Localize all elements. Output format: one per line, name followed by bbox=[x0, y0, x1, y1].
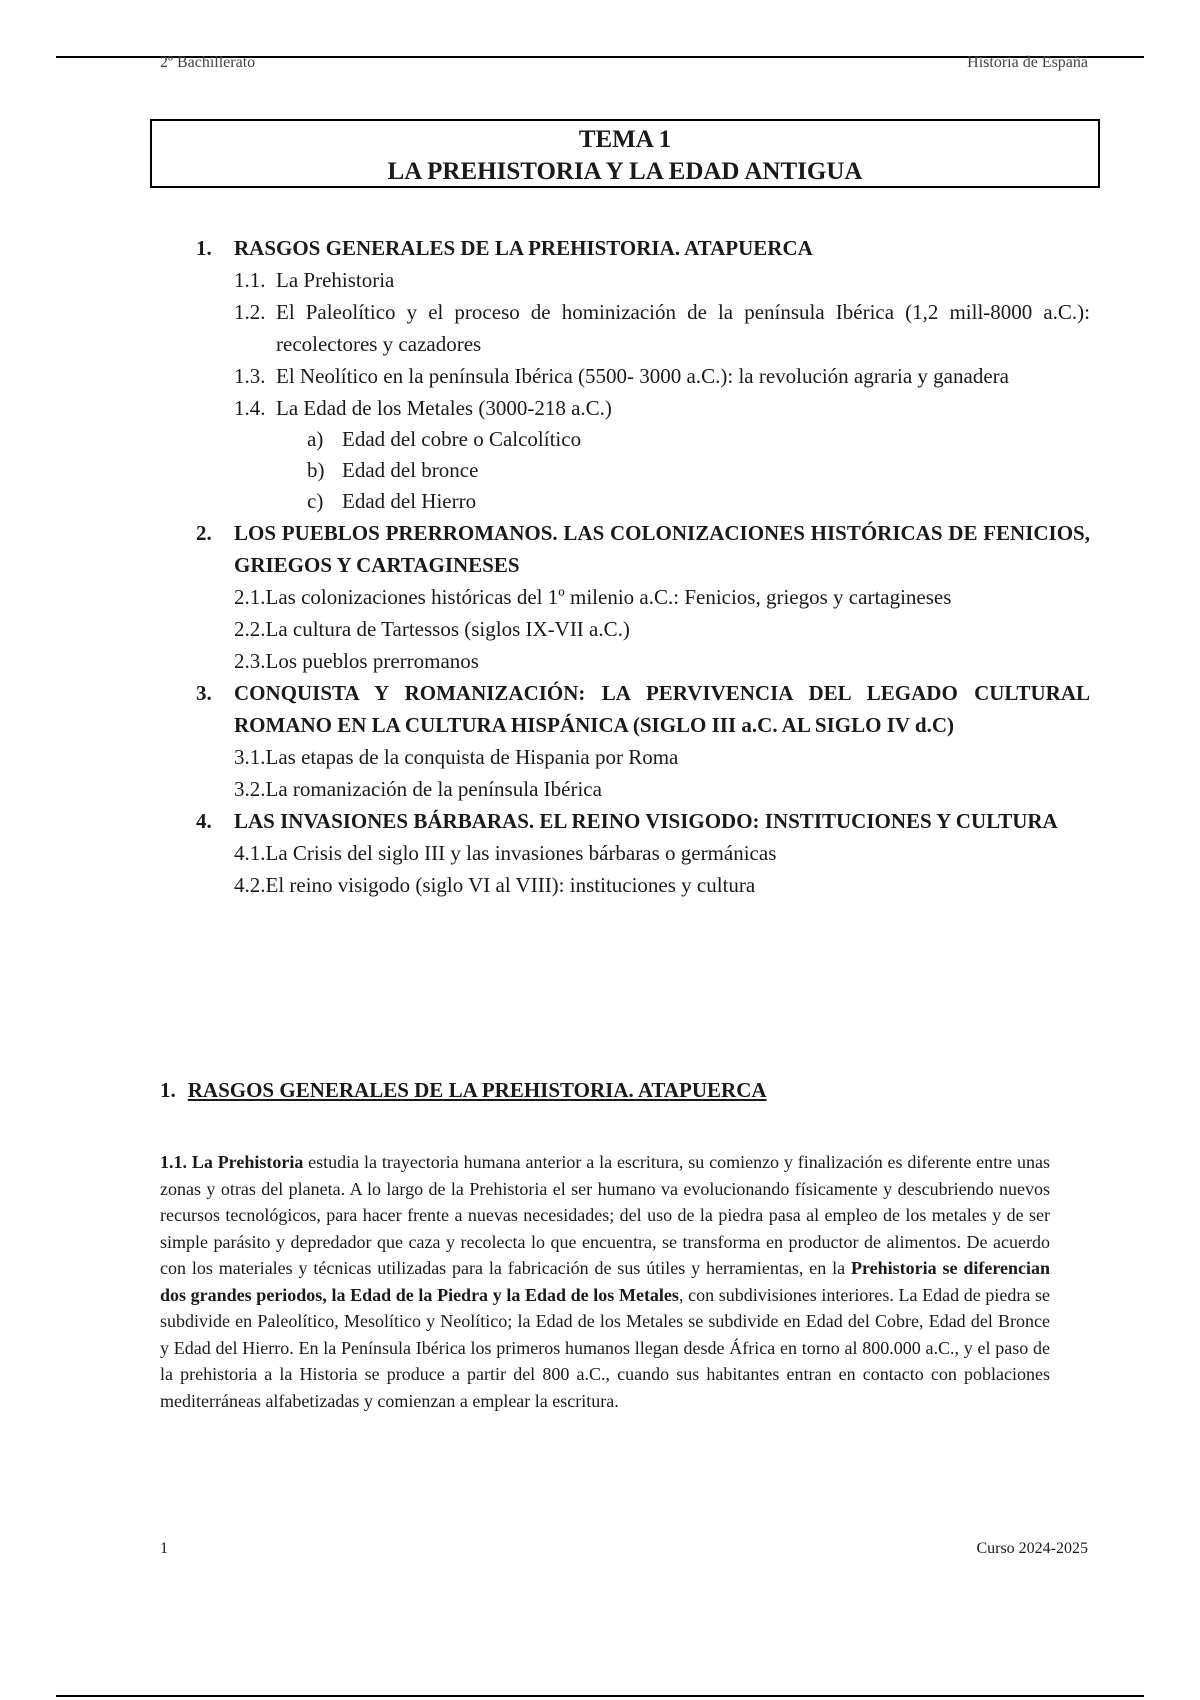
toc-subsection-number: 3.2. bbox=[234, 777, 266, 801]
prehistoria-paragraph bbox=[160, 1149, 1050, 1414]
toc-subsection bbox=[190, 645, 1090, 677]
toc-subsection-title: Las etapas de la conquista de Hispania por Roma bbox=[265, 745, 679, 769]
toc-subsection-number: 1.1. bbox=[234, 268, 266, 292]
paragraph-text: estudia la trayectoria humana anterior a la escritura, su comienzo y finalización es diferente entre unas zonas y otras del planeta. A lo largo de la Prehistoria el ser humano va evolucionando físicamente y descubriendo nuevos recursos tecnológicos, para hacer frente a nuevas necesidades; del uso de la piedra pasa al empleo de los metales y de ser simple parásito y depredador que caza y recolecta lo que encuentra, se transforma en productor de alimentos. De acuerdo con los materiales y técnicas utilizadas para la fabricación de sus útiles y herramientas, en la bbox=[160, 1152, 1050, 1278]
toc-letter: c) bbox=[307, 489, 324, 513]
toc-subsection-title: La Prehistoria bbox=[276, 268, 395, 292]
page-number: 1 bbox=[160, 1540, 168, 1557]
toc-subsection-number: 2.3. bbox=[234, 649, 266, 673]
section-1-heading bbox=[160, 1078, 767, 1103]
toc-subsection bbox=[190, 392, 1090, 424]
toc-subsection bbox=[190, 741, 1090, 773]
header-subject: Historia de España bbox=[967, 54, 1088, 71]
topic-number: TEMA 1 bbox=[578, 126, 672, 153]
toc-section-title: RASGOS GENERALES DE LA PREHISTORIA. ATAPUERCA bbox=[234, 236, 813, 260]
toc-section-title: CONQUISTA Y ROMANIZACIÓN: LA PERVIVENCIA DEL LEGADO CULTURAL ROMANO EN LA CULTURA HISPÁNICA (SIGLO III a.C. AL SIGLO IV d.C) bbox=[234, 681, 1090, 737]
toc-subsection-title: El Neolítico en la península Ibérica (5500- 3000 a.C.): la revolución agraria y ganadera bbox=[276, 364, 1009, 388]
toc-section-1 bbox=[190, 232, 1090, 264]
toc-section-number: 3. bbox=[196, 681, 212, 705]
section-1-number: 1. bbox=[160, 1078, 176, 1102]
toc-subsection bbox=[190, 581, 1090, 613]
toc-subsection-number: 2.2. bbox=[234, 617, 266, 641]
toc-section-number: 1. bbox=[196, 236, 212, 260]
toc-subsection-number: 1.2. bbox=[234, 300, 266, 324]
footer-rule bbox=[56, 1695, 1144, 1697]
toc-subsection-title: La romanización de la península Ibérica bbox=[265, 777, 602, 801]
toc-letter-text: Edad del bronce bbox=[342, 458, 479, 482]
toc-subsection bbox=[190, 264, 1090, 296]
toc-section-4 bbox=[190, 805, 1090, 837]
toc-subsection-number: 2.1. bbox=[234, 585, 266, 609]
toc-section-title: LAS INVASIONES BÁRBARAS. EL REINO VISIGODO: INSTITUCIONES Y CULTURA bbox=[234, 809, 1058, 833]
toc-letter-item bbox=[190, 455, 1090, 486]
toc-section-number: 2. bbox=[196, 521, 212, 545]
toc-subsection-title: El Paleolítico y el proceso de hominización de la península Ibérica (1,2 mill-8000 a.C.): recolectores y cazadores bbox=[276, 300, 1090, 356]
paragraph-emphasis: Prehistoria se diferencian dos grandes periodos, la Edad de la Piedra y la Edad de los Metales bbox=[160, 1258, 1051, 1305]
toc-subsection-number: 4.1. bbox=[234, 841, 266, 865]
toc-subsection-title: El reino visigodo (siglo VI al VIII): instituciones y cultura bbox=[265, 873, 756, 897]
toc-letter-text: Edad del Hierro bbox=[342, 489, 477, 513]
header-course-level: 2º Bachillerato bbox=[160, 54, 256, 71]
toc-subsection-number: 1.3. bbox=[234, 364, 266, 388]
toc-subsection bbox=[190, 869, 1090, 901]
paragraph-lead: 1.1. La Prehistoria bbox=[160, 1152, 304, 1172]
section-1-title: RASGOS GENERALES DE LA PREHISTORIA. ATAPUERCA bbox=[187, 1078, 767, 1102]
toc-section-3 bbox=[190, 677, 1090, 741]
toc-subsection-title: La cultura de Tartessos (siglos IX-VII a.C.) bbox=[265, 617, 630, 641]
toc-subsection-title: La Edad de los Metales (3000-218 a.C.) bbox=[276, 396, 612, 420]
toc-subsection bbox=[190, 773, 1090, 805]
table-of-contents bbox=[190, 232, 1090, 901]
toc-subsection-number: 1.4. bbox=[234, 396, 266, 420]
toc-section-number: 4. bbox=[196, 809, 212, 833]
toc-subsection-number: 3.1. bbox=[234, 745, 266, 769]
toc-subsection bbox=[190, 613, 1090, 645]
footer-course-year: Curso 2024-2025 bbox=[976, 1540, 1088, 1557]
toc-letter-text: Edad del cobre o Calcolítico bbox=[342, 427, 582, 451]
toc-subsection-title: Los pueblos prerromanos bbox=[265, 649, 479, 673]
toc-subsection bbox=[190, 837, 1090, 869]
toc-subsection-title: Las colonizaciones históricas del 1º milenio a.C.: Fenicios, griegos y cartagineses bbox=[265, 585, 952, 609]
topic-title: LA PREHISTORIA Y LA EDAD ANTIGUA bbox=[387, 158, 863, 185]
toc-letter: b) bbox=[307, 458, 325, 482]
toc-subsection-title: La Crisis del siglo III y las invasiones bárbaras o germánicas bbox=[265, 841, 777, 865]
toc-section-title: LOS PUEBLOS PRERROMANOS. LAS COLONIZACIONES HISTÓRICAS DE FENICIOS, GRIEGOS Y CARTAGINESES bbox=[234, 521, 1090, 577]
paragraph-text: , con subdivisiones interiores. La Edad de piedra se subdivide en Paleolítico, Mesolítico y Neolítico; la Edad de los Metales se subdivide en Edad del Cobre, Edad del Bronce y Edad del Hierro. En la Península Ibérica los primeros humanos llegan desde África en torno al 800.000 a.C., y el paso de la prehistoria a la Historia se produce a partir del 800 a.C., cuando sus habitantes entran en contacto con poblaciones mediterráneas alfabetizadas y comienzan a emplear la escritura. bbox=[160, 1284, 1050, 1411]
toc-letter-item bbox=[190, 486, 1090, 517]
toc-subsection-number: 4.2. bbox=[234, 873, 266, 897]
toc-letter: a) bbox=[307, 427, 324, 451]
toc-subsection bbox=[190, 296, 1090, 360]
toc-subsection bbox=[190, 360, 1090, 392]
toc-letter-item bbox=[190, 424, 1090, 455]
toc-section-2 bbox=[190, 517, 1090, 581]
title-box bbox=[150, 119, 1100, 188]
